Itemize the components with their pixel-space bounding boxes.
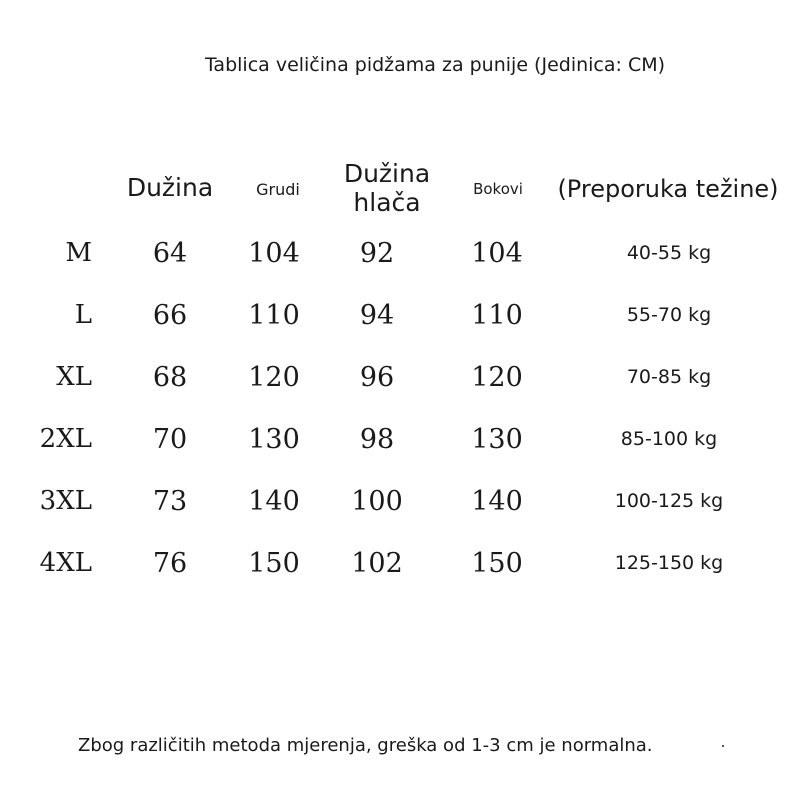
header-pants-length — [322, 160, 452, 218]
header-hips: Bokovi — [473, 180, 523, 198]
header-pants-length-line1: Dužina — [343, 159, 431, 188]
cell-chest: 110 — [248, 300, 300, 331]
cell-hips: 110 — [471, 300, 523, 331]
cell-weight: 40-55 kg — [626, 242, 712, 264]
cell-hips: 140 — [471, 486, 523, 517]
cell-hips: 120 — [471, 362, 523, 393]
header-weight: (Preporuka težine) — [557, 175, 779, 203]
cell-hips: 104 — [471, 238, 523, 269]
measurement-note: Zbog različitih metoda mjerenja, greška od 1-3 cm je normalna. — [78, 735, 653, 756]
cell-chest: 104 — [248, 238, 300, 269]
cell-pants: 102 — [351, 548, 403, 579]
cell-length: 68 — [152, 362, 188, 393]
header-length: Dužina — [126, 173, 214, 202]
cell-pants: 96 — [359, 362, 395, 393]
cell-weight: 55-70 kg — [626, 304, 712, 326]
header-chest: Grudi — [256, 180, 300, 199]
size-label: M — [65, 238, 92, 268]
cell-hips: 130 — [471, 424, 523, 455]
cell-pants: 98 — [359, 424, 395, 455]
cell-pants: 94 — [359, 300, 395, 331]
cell-length: 64 — [152, 238, 188, 269]
cell-chest: 120 — [248, 362, 300, 393]
cell-weight: 100-125 kg — [614, 490, 724, 512]
cell-length: 66 — [152, 300, 188, 331]
cell-hips: 150 — [471, 548, 523, 579]
size-label: XL — [56, 362, 92, 392]
page-title: Tablica veličina pidžama za punije (Jedinica: CM) — [204, 54, 666, 76]
size-label: 4XL — [39, 548, 92, 578]
size-label: 3XL — [39, 486, 92, 516]
cell-length: 73 — [152, 486, 188, 517]
cell-length: 70 — [152, 424, 188, 455]
cell-pants: 100 — [351, 486, 403, 517]
decorative-dot — [722, 745, 724, 747]
cell-weight: 125-150 kg — [614, 552, 724, 574]
cell-length: 76 — [152, 548, 188, 579]
cell-pants: 92 — [359, 238, 395, 269]
size-label: 2XL — [39, 424, 92, 454]
size-label: L — [74, 300, 92, 330]
cell-weight: 70-85 kg — [626, 366, 712, 388]
header-pants-length-line2: hlača — [353, 187, 421, 217]
cell-weight: 85-100 kg — [620, 428, 718, 450]
cell-chest: 130 — [248, 424, 300, 455]
cell-chest: 150 — [248, 548, 300, 579]
cell-chest: 140 — [248, 486, 300, 517]
